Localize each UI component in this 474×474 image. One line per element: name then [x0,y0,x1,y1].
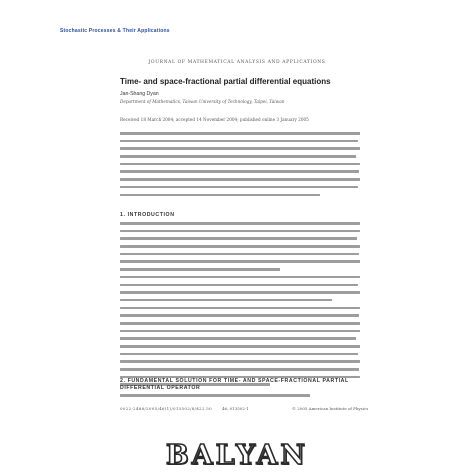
text-line [120,170,359,173]
section-heading-introduction: 1. INTRODUCTION [120,212,175,218]
author-line: Jan-Shang Dyan [120,91,159,97]
text-line [120,299,332,302]
text-line [120,260,360,263]
text-line [120,353,358,356]
introduction-body [120,222,360,391]
footer-issn: 0022-2488/2005/46(1)/013502/8/$22.50 [120,406,212,411]
text-line [120,178,360,181]
text-line [120,276,360,279]
balyan-watermark: BALYAN [165,440,309,471]
text-line [120,268,280,271]
text-line [120,307,360,310]
journal-logo: Stochastic Processes & Their Applications [60,28,170,34]
text-line [120,186,358,189]
text-line [120,291,360,294]
text-line [120,132,360,135]
received-dates: Received 18 March 2004; accepted 14 November 2004; published online 3 January 2005 [120,117,309,122]
running-head: JOURNAL OF MATHEMATICAL ANALYSIS AND APPLICATIONS [148,60,326,65]
text-line [120,230,360,233]
text-line [120,140,358,143]
text-line [120,253,359,256]
text-line [120,245,360,248]
abstract-block [120,132,360,201]
text-line [120,155,356,158]
paper-title: Time- and space-fractional partial differential equations [120,77,331,86]
text-line [120,368,359,371]
section2-body [120,394,360,402]
text-line [120,194,320,197]
footer-page-id: 46, 013502-1 [222,406,249,411]
text-line [120,360,360,363]
text-line [120,322,360,325]
text-line [120,284,358,287]
text-line [120,394,310,397]
text-line [120,345,360,348]
section-heading-2: 2. FUNDAMENTAL SOLUTION FOR TIME- AND SPACE-FRACTIONAL PARTIAL DIFFERENTIAL OPERATOR [120,378,349,391]
footer-copyright: © 2005 American Institute of Physics [292,406,369,411]
text-line [120,147,360,150]
affiliation: Department of Mathematics, Taiwan University of Technology, Taipei, Taiwan [120,99,285,104]
watermark-container [0,440,474,471]
text-line [120,314,359,317]
text-line [120,337,356,340]
text-line [120,237,357,240]
text-line [120,222,360,225]
text-line [120,163,360,166]
text-line [120,330,360,333]
